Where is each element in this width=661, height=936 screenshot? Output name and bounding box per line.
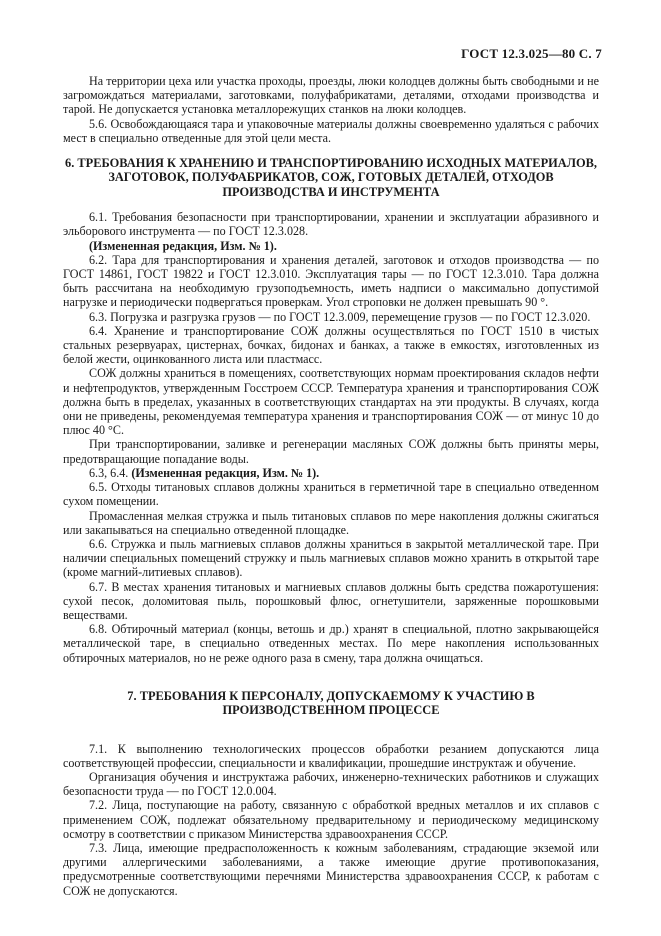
amendment-note-text: (Измененная редакция, Изм. № 1). <box>131 465 320 480</box>
section-6-title: 6. ТРЕБОВАНИЯ К ХРАНЕНИЮ И ТРАНСПОРТИРОВАНИЮ ИСХОДНЫХ МАТЕРИАЛОВ, ЗАГОТОВОК, ПОЛУФАБРИКАТОВ, СОЖ, ГОТОВЫХ ДЕТАЛЕЙ, ОТХОДОВ ПРОИЗВОДСТВА И ИНСТРУМЕНТА <box>65 156 597 199</box>
paragraph-6-4: 6.4. Хранение и транспортирование СОЖ должны осуществляться по ГОСТ 1510 в чистых стальных резервуарах, цистернах, бочках, бидонах и банках, а также в емкостях, изготовленных из белой жести, оцинкованного листа или пластмасс. <box>63 323 599 367</box>
page-header: ГОСТ 12.3.025—80 С. 7 <box>461 46 602 61</box>
amendment-note: (Измененная редакция, Изм. № 1). <box>89 238 277 253</box>
paragraph-6-5: 6.5. Отходы титановых сплавов должны храниться в герметичной таре в специально отведенном сухом помещении. <box>63 480 599 509</box>
paragraph-6-3: 6.3. Погрузка и разгрузка грузов — по ГОСТ 12.3.009, перемещение грузов — по ГОСТ 12.3.020. <box>89 309 591 324</box>
amendment-note-prefix: 6.3, 6.4. <box>89 465 129 480</box>
paragraph-7-1-training: Организация обучения и инструктажа рабочих, инженерно-технических работников и служащих безопасности труда — по ГОСТ 12.0.004. <box>63 769 599 799</box>
paragraph-6-6: 6.6. Стружка и пыль магниевых сплавов должны храниться в закрытой металлической таре. При наличии специальных помещений стружку и пыль магниевых сплавов можно хранить в открытой таре (кроме магний-литиевых сплавов). <box>63 536 599 580</box>
paragraph-6-8: 6.8. Обтирочный материал (концы, ветошь и др.) хранят в специальной, плотно закрывающейся металлической таре, в специально отведенных местах. По мере накопления использованных обтирочных материалов, но не реже одного раза в смену, тара должна очищаться. <box>63 622 599 665</box>
paragraph-7-1: 7.1. К выполнению технологических процессов обработки резанием допускаются лица соответствующей профессии, специальности и квалификации, прошедшие инструктаж и обучение. <box>63 741 599 770</box>
paragraph-6-7: 6.7. В местах хранения титановых и магниевых сплавов должны быть средства пожаротушения: сухой песок, доломитовая пыль, порошковый флюс, огнетушители, заряженные порошковыми веществами. <box>63 579 599 622</box>
paragraph-6-1: 6.1. Требования безопасности при транспортировании, хранении и эксплуатации абразивного и эльборового инструмента — по ГОСТ 12.3.028. <box>63 210 599 239</box>
paragraph: На территории цеха или участка проходы, проезды, люки колодцев должны быть свободными и не загромождаться материалами, заготовками, полуфабрикатами, деталями, отходами производства и тарой. Не допускается установка металлорежущих станков на люки колодцев. <box>63 74 599 117</box>
document-body <box>63 74 599 898</box>
paragraph-6-5-chips: Промасленная мелкая стружка и пыль титановых сплавов по мере накопления должны сжигаться или закапываться на специально отведенной площадке. <box>63 508 599 537</box>
paragraph-7-2: 7.2. Лица, поступающие на работу, связанную с обработкой вредных металлов и их сплавов с применением СОЖ, подлежат обязательному предварительному и периодическому медицинскому осмотру в соответствии с приказом Министерства здравоохранения СССР. <box>63 798 599 841</box>
paragraph-6-4-storage: СОЖ должны храниться в помещениях, соответствующих нормам проектирования складов нефти и нефтепродуктов, утвержденным Госстроем СССР. Температура хранения и транспортирования СОЖ должна быть в пределах, указанных в соответствующих стандартах на эти продукты. В случаях, когда они не приведены, рекомендуемая температура хранения и транспортирования СОЖ — от минус 10 до плюс 40 °С. <box>63 366 599 438</box>
paragraph-6-2: 6.2. Тара для транспортирования и хранения деталей, заготовок и отходов производства — по ГОСТ 14861, ГОСТ 19822 и ГОСТ 12.3.010. Эксплуатация тары — по ГОСТ 12.3.010. Тара должна быть рассчитана на необходимую грузоподъемность, иметь надписи о максимально допустимой нагрузке и периодически подвергаться проверкам. Угол строповки не должен превышать 90 °. <box>63 252 599 310</box>
amendment-note-6-3-6-4 <box>63 466 599 480</box>
paragraph-7-3: 7.3. Лица, имеющие предрасположенность к кожным заболеваниям, страдающие экземой или другими аллергическими заболеваниями, а также имеющие другие противопоказания, предусмотренные соответствующими перечнями Министерства здравоохранения СССР, к работам с СОЖ не допускаются. <box>63 840 599 898</box>
section-7-title: 7. ТРЕБОВАНИЯ К ПЕРСОНАЛУ, ДОПУСКАЕМОМУ К УЧАСТИЮ В ПРОИЗВОДСТВЕННОМ ПРОЦЕССЕ <box>127 688 535 718</box>
paragraph-5-6: 5.6. Освобождающаяся тара и упаковочные материалы должны своевременно удаляться с рабочих мест в специально отведенные для этой цели места. <box>63 116 599 145</box>
paragraph-6-4-transport: При транспортировании, заливке и регенерации масляных СОЖ должны быть приняты меры, предотвращающие попадание воды. <box>63 437 599 466</box>
